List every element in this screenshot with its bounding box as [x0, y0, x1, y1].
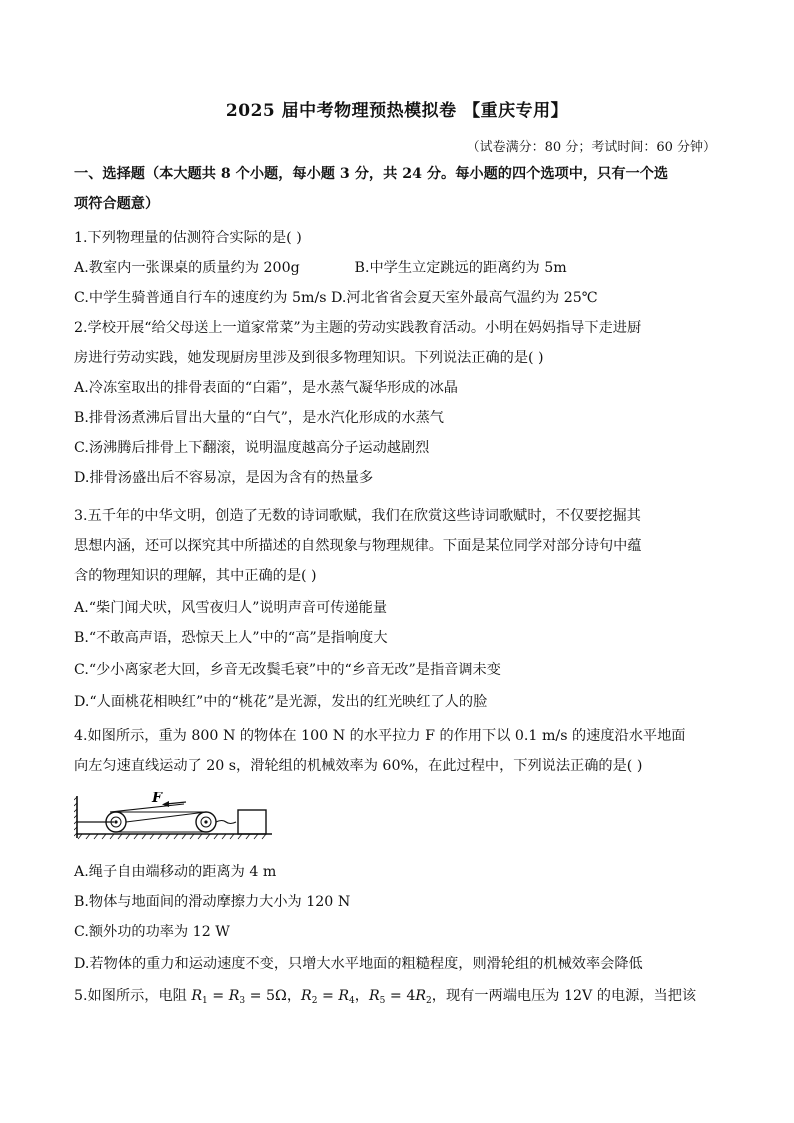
q3-option-d: D.“人面桃花相映红”中的“桃花”是光源，发出的红光映红了人的脸: [74, 694, 488, 710]
q4-option-c: C.额外功的功率为 12 W: [74, 924, 230, 940]
r3-sub: 3: [239, 996, 246, 1006]
r1-sub: 1: [202, 996, 208, 1006]
r1-symbol: R: [191, 988, 203, 1004]
pulley-figure: [74, 792, 274, 842]
q5-prefix: 5.如图所示，电阻: [74, 988, 192, 1004]
r5-symbol: R: [368, 988, 380, 1004]
r4-symbol: R: [338, 988, 350, 1004]
val1: = 5Ω，: [245, 988, 302, 1004]
q1-stem: 1.下列物理量的估测符合实际的是( ): [74, 230, 302, 246]
r5-sub: 5: [379, 996, 386, 1006]
q2-stem-cont: 房进行劳动实践，她发现厨房里涉及到很多物理知识。下列说法正确的是( ): [74, 350, 544, 366]
q5-stem: [74, 986, 722, 1011]
q2-stem: 2.学校开展“给父母送上一道家常菜”为主题的劳动实践教育活动。小明在妈妈指导下走进厨: [74, 320, 642, 336]
eq2: =: [317, 988, 339, 1004]
q1-option-b: B.中学生立定跳远的距离约为 5m: [354, 260, 567, 276]
eq1: =: [207, 988, 229, 1004]
exam-meta: （试卷满分：80 分；考试时间：60 分钟）: [466, 140, 716, 155]
r2-symbol: R: [301, 988, 312, 1004]
sep: ，: [354, 988, 369, 1004]
eq3: = 4: [385, 988, 416, 1004]
q3-stem-cont2: 含的物理知识的理解，其中正确的是( ): [74, 568, 317, 584]
exam-title: 2025 届中考物理预热模拟卷 【重庆专用】: [225, 101, 569, 121]
q3-option-b: B.“不敢高声语，恐惊天上人”中的“高”是指响度大: [74, 630, 388, 646]
q2-option-a: A.冷冻室取出的排骨表面的“白霜”，是水蒸气凝华形成的冰晶: [74, 380, 458, 396]
q2-option-b: B.排骨汤煮沸后冒出大量的“白气”，是水汽化形成的水蒸气: [74, 410, 444, 426]
q3-option-c: C.“少小离家老大回，乡音无改鬓毛衰”中的“乡音无改”是指音调未变: [74, 662, 501, 678]
q2-option-c: C.汤沸腾后排骨上下翻滚，说明温度越高分子运动越剧烈: [74, 440, 430, 456]
q1-options-ab: [74, 258, 722, 278]
q2-option-d: D.排骨汤盛出后不容易凉，是因为含有的热量多: [74, 470, 374, 486]
q3-stem: 3.五千年的中华文明，创造了无数的诗词歌赋，我们在欣赏这些诗词歌赋时，不仅要挖掘其: [74, 508, 641, 524]
r2b-sub: 2: [426, 996, 432, 1006]
q4-option-d: D.若物体的重力和运动速度不变，只增大水平地面的粗糙程度，则滑轮组的机械效率会降低: [74, 956, 643, 972]
force-label: F: [152, 792, 162, 806]
q4-stem-cont: 向左匀速直线运动了 20 s，滑轮组的机械效率为 60%，在此过程中，下列说法正确的是( ): [74, 758, 643, 774]
section-heading: 一、选择题（本大题共 8 个小题，每小题 3 分，共 24 分。每小题的四个选项中，只有一个选: [74, 166, 669, 182]
section-heading-cont: 项符合题意）: [74, 196, 160, 212]
r4-sub: 4: [349, 996, 355, 1006]
r2b-symbol: R: [415, 988, 427, 1004]
q1-options-cd: C.中学生骑普通自行车的速度约为 5m/s D.河北省省会夏天室外最高气温约为 25℃: [74, 290, 598, 306]
q3-option-a: A.“柴门闻犬吠，风雪夜归人”说明声音可传递能量: [74, 600, 388, 616]
block: [238, 810, 266, 834]
q1-option-a: A.教室内一张课桌的质量约为 200g: [74, 260, 300, 276]
r2-sub: 2: [311, 996, 318, 1006]
q5-suffix: ，现有一两端电压为 12V 的电源，当把该: [431, 988, 697, 1004]
q4-option-b: B.物体与地面间的滑动摩擦力大小为 120 N: [74, 894, 351, 910]
q4-stem: 4.如图所示，重为 800 N 的物体在 100 N 的水平拉力 F 的作用下以 0.1 m/s 的速度沿水平地面: [74, 728, 686, 744]
r3-symbol: R: [228, 988, 240, 1004]
q4-option-a: A.绳子自由端移动的距离为 4 m: [74, 864, 277, 880]
q3-stem-cont: 思想内涵，还可以探究其中所描述的自然现象与物理规律。下面是某位同学对部分诗句中蕴: [74, 538, 642, 554]
